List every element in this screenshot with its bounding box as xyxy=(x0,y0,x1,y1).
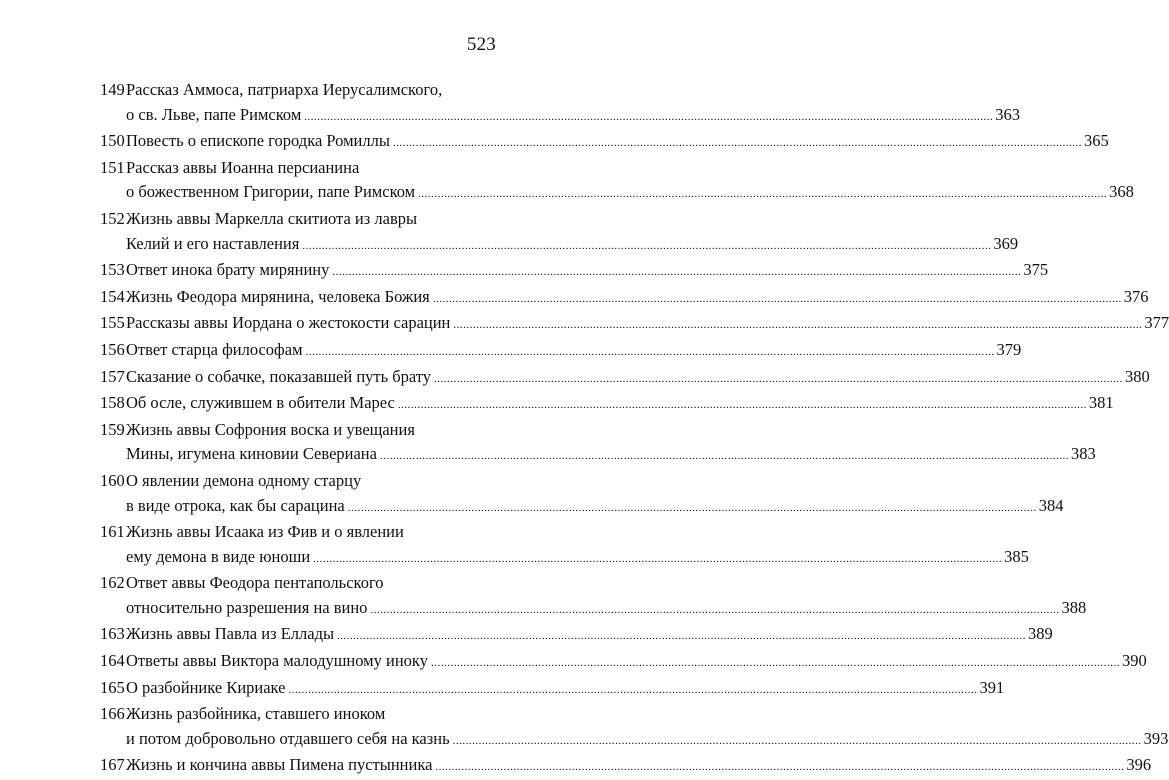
toc-entry xyxy=(100,207,1019,258)
toc-entry xyxy=(100,311,1169,338)
entry-page-number: 385 xyxy=(1004,546,1029,566)
entry-number: 159 xyxy=(100,419,125,439)
entry-title: и потом добровольно отдавшего себя на казнь xyxy=(126,728,450,748)
toc-entry-line xyxy=(100,702,495,727)
toc-entry-line xyxy=(100,180,1134,207)
toc-entry-line xyxy=(100,232,1019,259)
dot-leader xyxy=(337,624,1026,649)
entry-title: Жизнь аввы Маркелла скитиота из лавры xyxy=(126,208,418,228)
entry-page-number: 391 xyxy=(979,677,1005,697)
entry-title: Келий и его наставления xyxy=(126,233,300,253)
entry-page-number: 379 xyxy=(996,339,1022,359)
entry-title: Ответ инока брату мирянину xyxy=(126,260,330,280)
dot-leader xyxy=(431,651,1120,676)
dot-leader xyxy=(370,598,1059,623)
entry-title: Ответ старца философам xyxy=(126,339,303,359)
dot-leader xyxy=(380,444,1069,469)
page-number: 523 xyxy=(466,34,496,55)
toc-entry xyxy=(100,469,1064,520)
entry-number: 152 xyxy=(100,208,125,228)
dot-leader xyxy=(418,182,1107,207)
toc-entry-line xyxy=(100,103,1021,130)
dot-leader xyxy=(398,393,1087,418)
dot-leader xyxy=(433,287,1122,312)
entry-number: 161 xyxy=(100,522,125,542)
toc-entry xyxy=(100,571,1087,622)
entry-number: 162 xyxy=(100,573,125,593)
entry-title: Рассказ Аммоса, патриарха Иерусалимского, xyxy=(126,80,443,99)
toc-entry-line xyxy=(100,571,495,596)
entry-number: 155 xyxy=(100,313,125,333)
dot-leader xyxy=(453,729,1142,754)
entry-title: Об осле, служившем в обители Марес xyxy=(126,393,395,413)
toc-entry xyxy=(100,285,1149,312)
toc-entry-line xyxy=(100,78,495,103)
toc-entry xyxy=(100,129,1109,156)
toc-entry-line xyxy=(100,753,1152,780)
dot-leader xyxy=(302,234,991,259)
entry-title: Жизнь разбойника, ставшего иноком xyxy=(126,704,386,724)
toc-entry xyxy=(100,365,1150,392)
entry-page-number: 380 xyxy=(1125,366,1150,386)
dot-leader xyxy=(434,367,1123,392)
toc-entry-line xyxy=(100,129,1109,156)
entry-number: 165 xyxy=(100,677,125,697)
toc-entry-line xyxy=(100,207,495,232)
entry-number: 158 xyxy=(100,393,125,413)
entry-page-number: 389 xyxy=(1028,624,1053,644)
entry-page-number: 381 xyxy=(1088,393,1114,413)
toc-entry xyxy=(100,702,1169,753)
dot-leader xyxy=(348,496,1037,521)
entry-page-number: 393 xyxy=(1143,728,1169,748)
toc-entry-line xyxy=(100,442,1096,469)
entry-title: Жизнь аввы Софрония воска и увещания xyxy=(126,419,415,439)
dot-leader xyxy=(313,547,1002,572)
entry-number: 149 xyxy=(100,80,125,99)
dot-leader xyxy=(332,260,1021,285)
entry-title: Ответы аввы Виктора малодушному иноку xyxy=(126,651,428,671)
toc-entry-line xyxy=(100,156,495,181)
toc-entry-line xyxy=(100,338,1022,365)
entry-page-number: 388 xyxy=(1061,597,1087,617)
entry-title: Повесть о епископе городка Ромиллы xyxy=(126,131,390,151)
entry-title: О разбойнике Кириаке xyxy=(126,677,286,697)
toc-entry-line xyxy=(100,545,1029,572)
table-of-contents xyxy=(100,78,1169,780)
entry-title: Сказание о собачке, показавшей путь брату xyxy=(126,366,432,386)
toc-entry-line xyxy=(100,622,1053,649)
entry-title: Рассказ аввы Иоанна персианина xyxy=(126,157,360,177)
toc-entry-line xyxy=(100,649,1147,676)
toc-entry-line xyxy=(100,469,495,494)
toc-entry xyxy=(100,520,1029,571)
entry-page-number: 383 xyxy=(1070,444,1096,464)
toc-entry xyxy=(100,156,1134,207)
toc-entry xyxy=(100,649,1147,676)
entry-title: о божественном Григории, папе Римском xyxy=(126,182,416,202)
entry-title: Ответ аввы Феодора пентапольского xyxy=(126,573,384,593)
entry-title: о св. Льве, папе Римском xyxy=(126,104,302,124)
entry-number: 154 xyxy=(100,286,125,306)
entry-number: 156 xyxy=(100,339,125,359)
toc-entry xyxy=(100,753,1152,780)
toc-entry-line xyxy=(100,285,1149,312)
entry-title: Жизнь аввы Исаака из Фив и о явлении xyxy=(126,522,404,542)
entry-page-number: 375 xyxy=(1023,260,1049,280)
dot-leader xyxy=(393,131,1082,156)
toc-entry xyxy=(100,676,1005,703)
toc-entry xyxy=(100,391,1114,418)
entry-page-number: 365 xyxy=(1083,131,1109,151)
entry-number: 151 xyxy=(100,157,125,177)
entry-title: Жизнь аввы Павла из Еллады xyxy=(126,624,335,644)
entry-number: 153 xyxy=(100,260,125,280)
toc-entry-line xyxy=(100,596,1087,623)
entry-number: 164 xyxy=(100,651,125,671)
entry-page-number: 376 xyxy=(1123,286,1149,306)
dot-leader xyxy=(304,105,993,130)
entry-page-number: 369 xyxy=(993,233,1019,253)
dot-leader xyxy=(453,313,1142,338)
toc-entry-line xyxy=(100,727,1169,754)
toc-entry xyxy=(100,78,1021,129)
toc-entry-line xyxy=(100,258,1049,285)
entry-title: Жизнь Феодора мирянина, человека Божия xyxy=(126,286,430,306)
entry-page-number: 377 xyxy=(1144,313,1169,333)
toc-entry xyxy=(100,338,1022,365)
entry-number: 163 xyxy=(100,624,125,644)
toc-entry xyxy=(100,418,1096,469)
toc-entry-line xyxy=(100,494,1064,521)
entry-number: 160 xyxy=(100,470,125,490)
toc-entry-line xyxy=(100,676,1005,703)
entry-title: ему демона в виде юноши xyxy=(126,546,311,566)
entry-number: 150 xyxy=(100,131,125,151)
toc-entry-line xyxy=(100,418,495,443)
dot-leader xyxy=(306,340,995,365)
entry-number: 166 xyxy=(100,704,125,724)
entry-page-number: 396 xyxy=(1126,755,1152,775)
entry-number: 167 xyxy=(100,755,125,775)
entry-title: О явлении демона одному старцу xyxy=(126,470,362,490)
toc-entry-line xyxy=(100,311,1169,338)
entry-title: Рассказы аввы Иордана о жестокости сарацин xyxy=(126,313,451,333)
entry-title: относительно разрешения на вино xyxy=(126,597,368,617)
toc-entry-line xyxy=(100,520,495,545)
toc-entry-line xyxy=(100,391,1114,418)
entry-title: Жизнь и кончина аввы Пимена пустынника xyxy=(126,755,433,775)
dot-leader xyxy=(435,755,1124,780)
toc-entry xyxy=(100,258,1049,285)
dot-leader xyxy=(289,678,978,703)
entry-page-number: 368 xyxy=(1109,182,1134,202)
entry-title: Мины, игумена киновии Севериана xyxy=(126,444,377,464)
toc-entry xyxy=(100,622,1053,649)
entry-page-number: 363 xyxy=(995,104,1021,124)
entry-page-number: 384 xyxy=(1038,495,1064,515)
entry-number: 157 xyxy=(100,366,125,386)
entry-page-number: 390 xyxy=(1121,651,1147,671)
entry-title: в виде отрока, как бы сарацина xyxy=(126,495,345,515)
toc-entry-line xyxy=(100,365,1150,392)
